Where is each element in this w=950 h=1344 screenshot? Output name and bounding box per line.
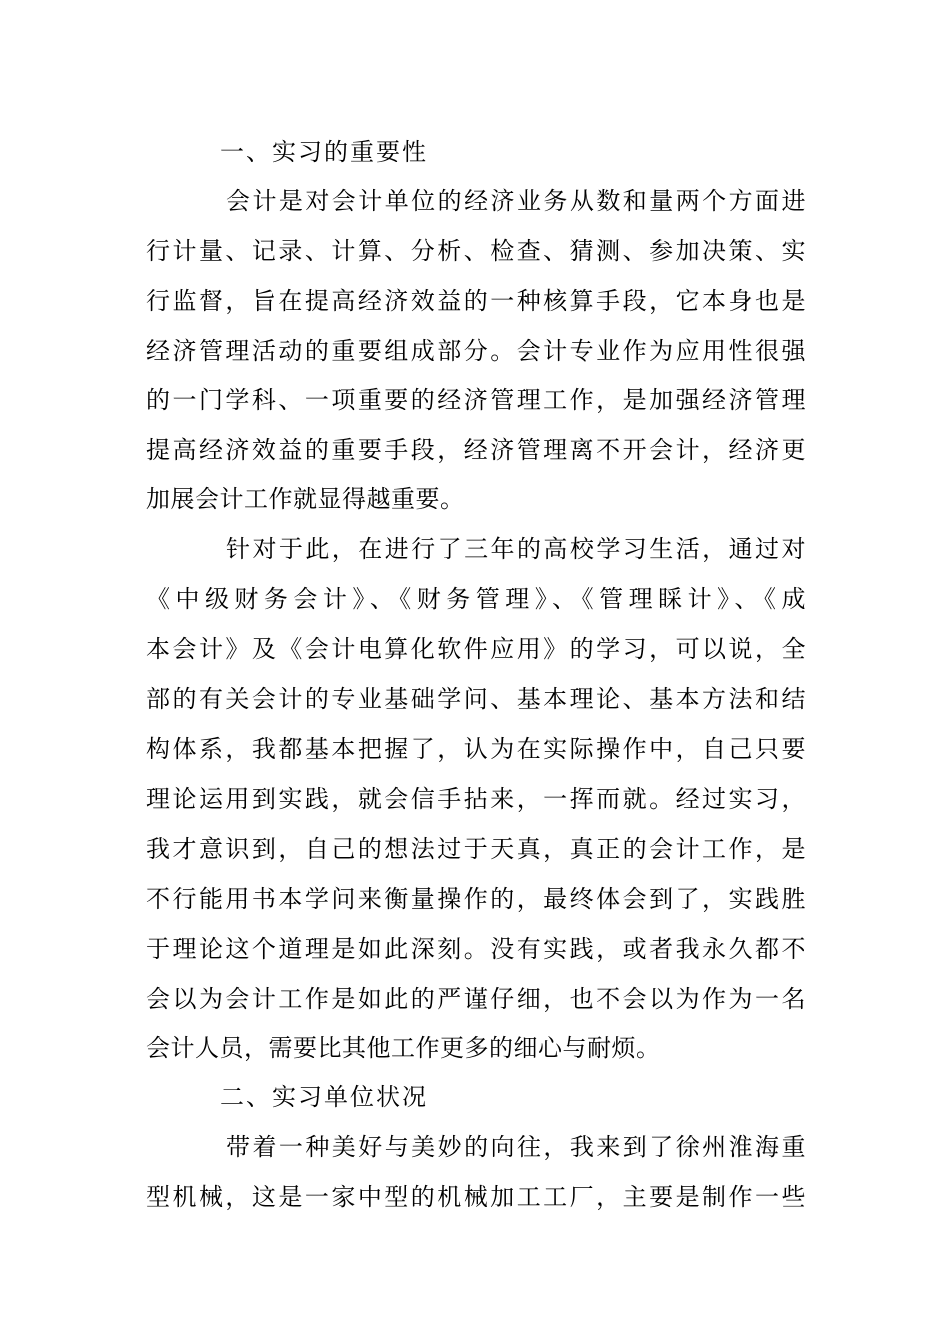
para1-line-5: 的一门学科、一项重要的经济管理工作，是加强经济管理 [146,386,806,414]
para2-line-3: 本会计》及《会计电算化软件应用》的学习，可以说，全 [146,635,806,663]
para2-line-7: 我才意识到，自己的想法过于天真，真正的会计工作，是 [146,835,806,863]
para2-line-11: 会计人员，需要比其他工作更多的细心与耐烦。 [146,1034,661,1062]
para2-line-2: 《中级财务会计》、《财务管理》、《管理睬计》、《成 [146,585,806,613]
para3-line-1: 带着一种美好与美妙的向往，我来到了徐州淮海重 [226,1133,806,1161]
para1-line-4: 经济管理活动的重要组成部分。会计专业作为应用性很强 [146,337,806,365]
para2-line-1: 针对于此，在进行了三年的高校学习生活，通过对 [226,535,806,563]
para1-line-3: 行监督，旨在提高经济效益的一种核算手段，它本身也是 [146,287,806,315]
para2-line-10: 会以为会计工作是如此的严谨仔细，也不会以为作为一名 [146,985,806,1013]
para1-line-6: 提高经济效益的重要手段，经济管理离不开会计，经济更 [146,436,806,464]
section-heading-2: 二、实习单位状况 [220,1083,428,1111]
para1-line-1: 会计是对会计单位的经济业务从数和量两个方面进 [226,187,806,215]
para1-line-2: 行计量、记录、计算、分析、检查、猜测、参加决策、实 [146,237,806,265]
para2-line-5: 构体系，我都基本把握了，认为在实际操作中，自己只要 [146,735,806,763]
para2-line-4: 部的有关会计的专业基础学问、基本理论、基本方法和结 [146,685,806,713]
para2-line-9: 于理论这个道理是如此深刻。没有实践，或者我永久都不 [146,935,806,963]
para1-line-7: 加展会计工作就显得越重要。 [146,485,465,513]
para2-line-8: 不行能用书本学问来衡量操作的，最终体会到了，实践胜 [146,885,806,913]
para2-line-6: 理论运用到实践，就会信手拈来，一挥而就。经过实习， [146,785,806,813]
section-heading-1: 一、实习的重要性 [220,138,428,166]
para3-line-2: 型机械，这是一家中型的机械加工工厂，主要是制作一些 [146,1183,806,1211]
